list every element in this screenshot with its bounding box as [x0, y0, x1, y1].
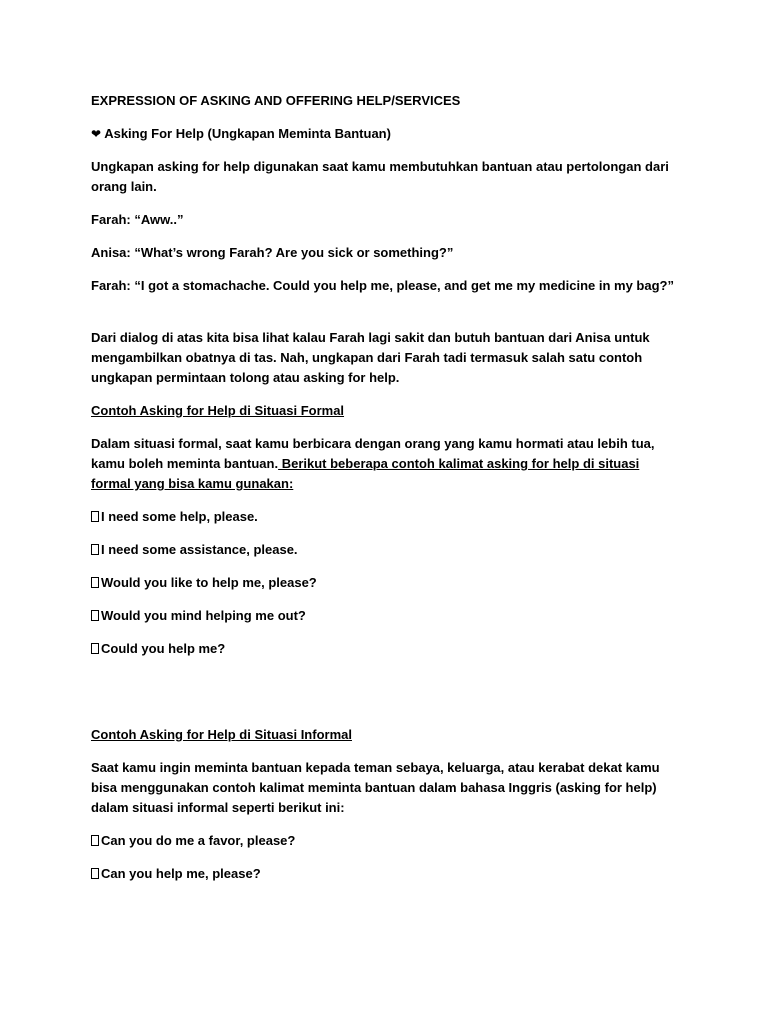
dialog-line: Farah: “I got a stomachache. Could you help me, please, and get me my medicine in my bag?”: [91, 278, 674, 293]
missing-glyph-icon: [91, 868, 99, 879]
list-item-text: Can you do me a favor, please?: [101, 833, 296, 848]
formal-intro-underlined: Berikut beberapa contoh kalimat asking for help di situasi formal yang bisa kamu gunakan:: [91, 456, 640, 491]
section-heading-text: Asking For Help (Ungkapan Meminta Bantuan): [104, 126, 391, 141]
list-item: [91, 573, 675, 593]
dialog-line: Farah: “Aww..”: [91, 212, 184, 227]
list-item-text: I need some help, please.: [101, 509, 258, 524]
missing-glyph-icon: [91, 511, 99, 522]
spacer: [91, 659, 675, 725]
intro-paragraph: Ungkapan asking for help digunakan saat kamu membutuhkan bantuan atau pertolongan dari orang lain.: [91, 159, 669, 194]
formal-heading: Contoh Asking for Help di Situasi Formal: [91, 403, 345, 418]
list-item: [91, 864, 675, 884]
list-item: [91, 606, 675, 626]
formal-intro-paragraph: [91, 434, 675, 494]
list-item: [91, 831, 675, 851]
list-item-text: Would you like to help me, please?: [101, 575, 317, 590]
missing-glyph-icon: [91, 610, 99, 621]
formal-intro-text: Dalam situasi formal, saat kamu berbicara dengan orang yang kamu hormati atau lebih tua, kamu boleh meminta bantuan.: [91, 436, 655, 471]
document-title: EXPRESSION OF ASKING AND OFFERING HELP/SERVICES: [91, 93, 461, 108]
list-item: [91, 507, 675, 527]
spacer: [91, 296, 675, 328]
list-item-text: Can you help me, please?: [101, 866, 261, 881]
informal-intro-paragraph: Saat kamu ingin meminta bantuan kepada teman sebaya, keluarga, atau kerabat dekat kamu bisa menggunakan contoh kalimat meminta bantuan dalam bahasa Inggris (asking for help) dalam situasi informal seperti berikut ini:: [91, 760, 660, 815]
heart-icon: ❤: [91, 127, 102, 141]
document-content: [91, 91, 675, 884]
missing-glyph-icon: [91, 643, 99, 654]
missing-glyph-icon: [91, 577, 99, 588]
list-item-text: Could you help me?: [101, 641, 226, 656]
explanation-paragraph: Dari dialog di atas kita bisa lihat kalau Farah lagi sakit dan butuh bantuan dari Anisa untuk mengambilkan obatnya di tas. Nah, ungkapan dari Farah tadi termasuk salah satu contoh ungkapan permintaan tolong atau asking for help.: [91, 330, 650, 385]
missing-glyph-icon: [91, 544, 99, 555]
list-item: [91, 639, 675, 659]
list-item-text: Would you mind helping me out?: [101, 608, 306, 623]
section-heading-asking-for-help: [91, 124, 675, 144]
informal-heading: Contoh Asking for Help di Situasi Informal: [91, 727, 352, 742]
dialog-line: Anisa: “What’s wrong Farah? Are you sick or something?”: [91, 245, 454, 260]
list-item: [91, 540, 675, 560]
missing-glyph-icon: [91, 835, 99, 846]
list-item-text: I need some assistance, please.: [101, 542, 298, 557]
